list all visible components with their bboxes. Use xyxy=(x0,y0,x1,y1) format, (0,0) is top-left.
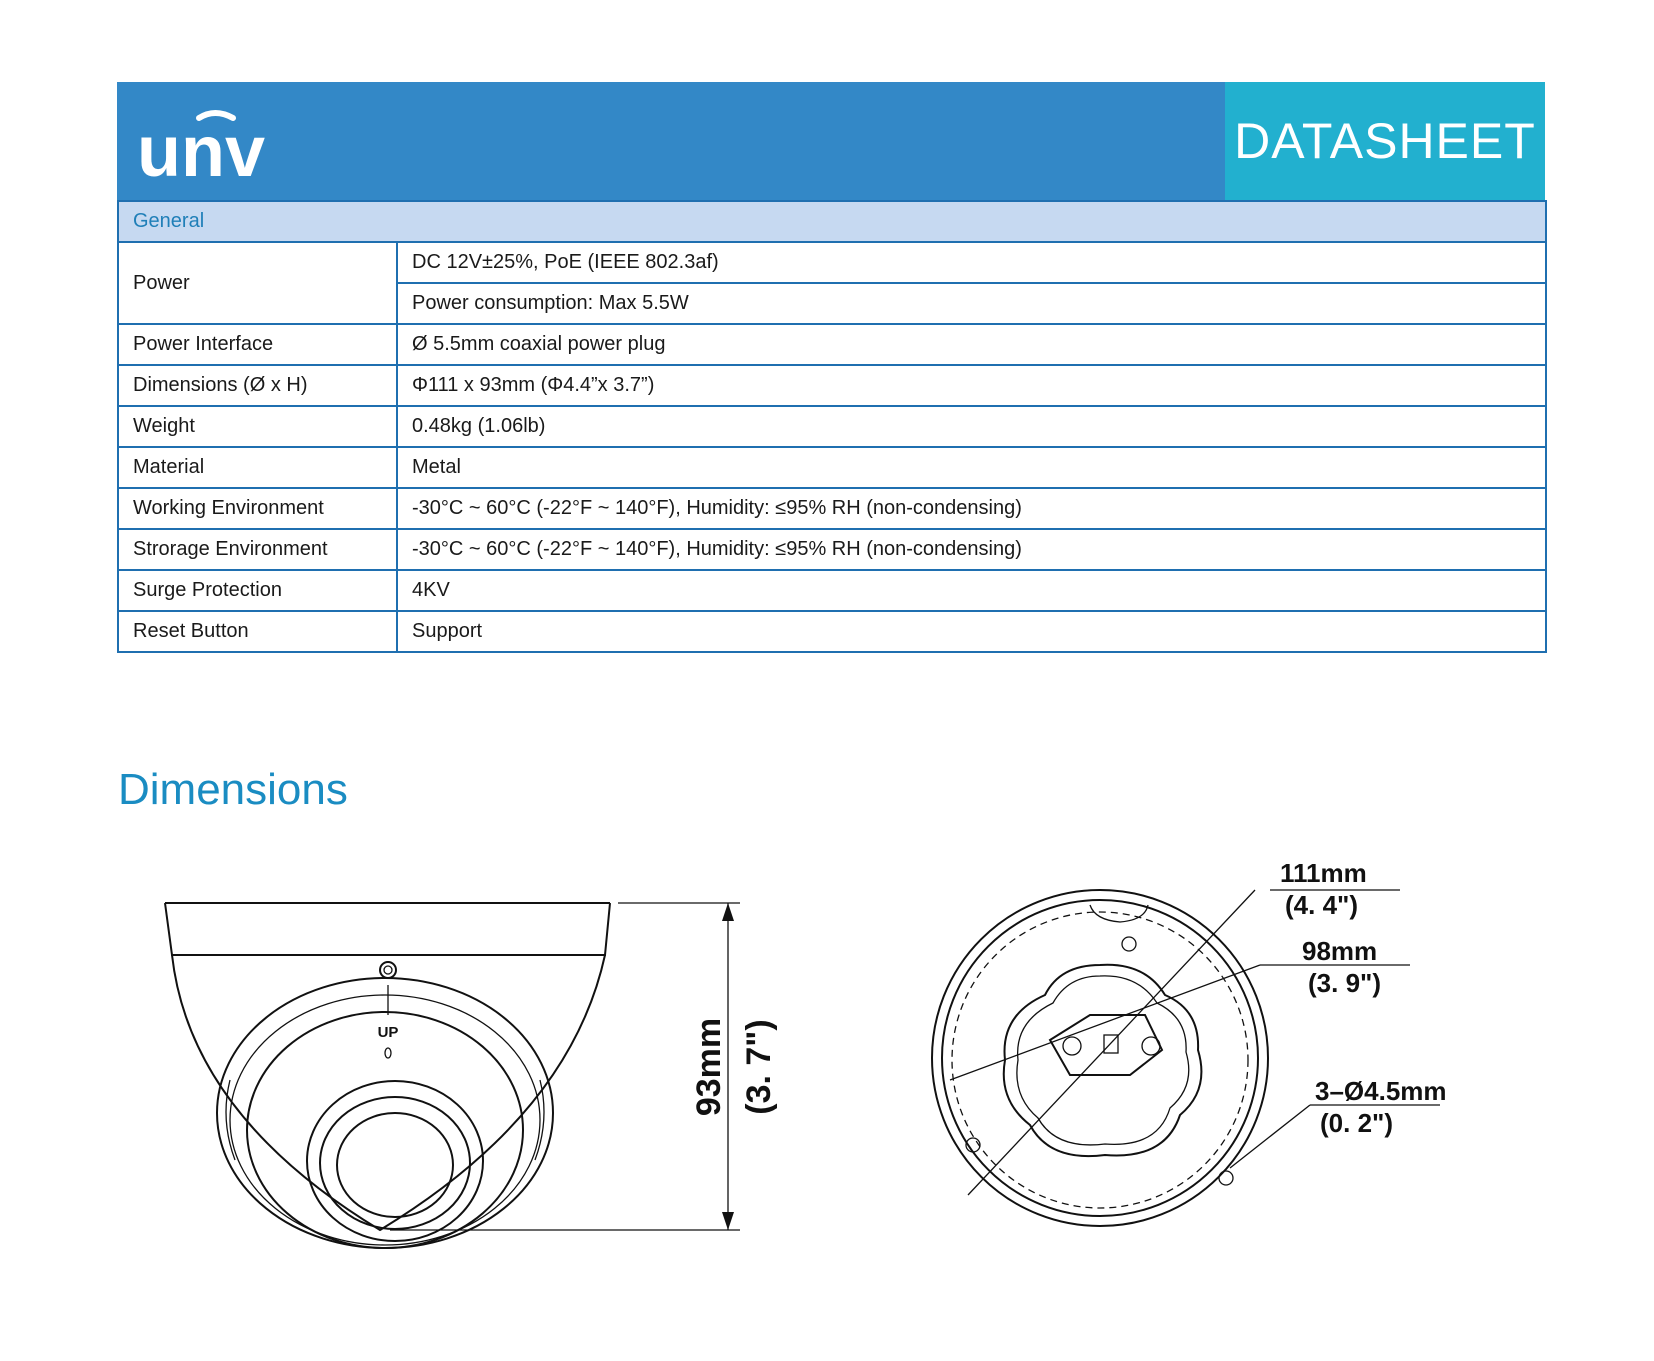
row-value: Ø 5.5mm coaxial power plug xyxy=(397,324,1546,365)
table-row xyxy=(118,570,1546,611)
row-value: Power consumption: Max 5.5W xyxy=(397,283,1546,324)
row-value: DC 12V±25%, PoE (IEEE 802.3af) xyxy=(397,242,1546,283)
row-label: Material xyxy=(118,447,397,488)
svg-text:unv: unv xyxy=(137,112,266,192)
row-label: Surge Protection xyxy=(118,570,397,611)
svg-text:UP: UP xyxy=(377,1024,399,1041)
svg-text:(3. 9"): (3. 9") xyxy=(1308,968,1382,998)
row-value: 0.48kg (1.06lb) xyxy=(397,406,1546,447)
table-row xyxy=(118,447,1546,488)
row-label: Power Interface xyxy=(118,324,397,365)
spec-table xyxy=(117,200,1547,653)
table-row xyxy=(118,406,1546,447)
row-label: Strorage Environment xyxy=(118,529,397,570)
svg-text:111mm: 111mm xyxy=(1280,858,1367,888)
svg-text:98mm: 98mm xyxy=(1302,936,1378,966)
table-row xyxy=(118,365,1546,406)
svg-text:93mm: 93mm xyxy=(690,1017,728,1117)
table-row xyxy=(118,529,1546,570)
section-row-general xyxy=(118,201,1546,242)
dimensions-title: Dimensions xyxy=(118,765,348,814)
unv-logo xyxy=(137,104,277,192)
table-row xyxy=(118,242,1546,283)
row-label: Weight xyxy=(118,406,397,447)
row-label: Working Environment xyxy=(118,488,397,529)
row-value: -30°C ~ 60°C (-22°F ~ 140°F), Humidity: ≤95% RH (non-condensing) xyxy=(397,488,1546,529)
table-row xyxy=(118,611,1546,652)
section-title: General xyxy=(118,201,1546,242)
svg-text:(4. 4"): (4. 4") xyxy=(1285,890,1359,920)
datasheet-label: DATASHEET xyxy=(1225,82,1545,200)
row-label: Power xyxy=(118,242,397,324)
side-view-drawing xyxy=(150,885,790,1285)
svg-text:(3. 7"): (3. 7") xyxy=(740,1019,778,1115)
row-value: 4KV xyxy=(397,570,1546,611)
svg-text:(0. 2"): (0. 2") xyxy=(1320,1108,1394,1138)
svg-text:3–Ø4.5mm: 3–Ø4.5mm xyxy=(1315,1076,1447,1106)
row-value: -30°C ~ 60°C (-22°F ~ 140°F), Humidity: ≤95% RH (non-condensing) xyxy=(397,529,1546,570)
row-value: Metal xyxy=(397,447,1546,488)
header-banner xyxy=(117,82,1545,200)
row-value: Φ111 x 93mm (Φ4.4”x 3.7”) xyxy=(397,365,1546,406)
table-row xyxy=(118,324,1546,365)
row-label: Dimensions (Ø x H) xyxy=(118,365,397,406)
table-row xyxy=(118,488,1546,529)
row-label: Reset Button xyxy=(118,611,397,652)
row-value: Support xyxy=(397,611,1546,652)
bottom-view-drawing xyxy=(930,858,1470,1280)
